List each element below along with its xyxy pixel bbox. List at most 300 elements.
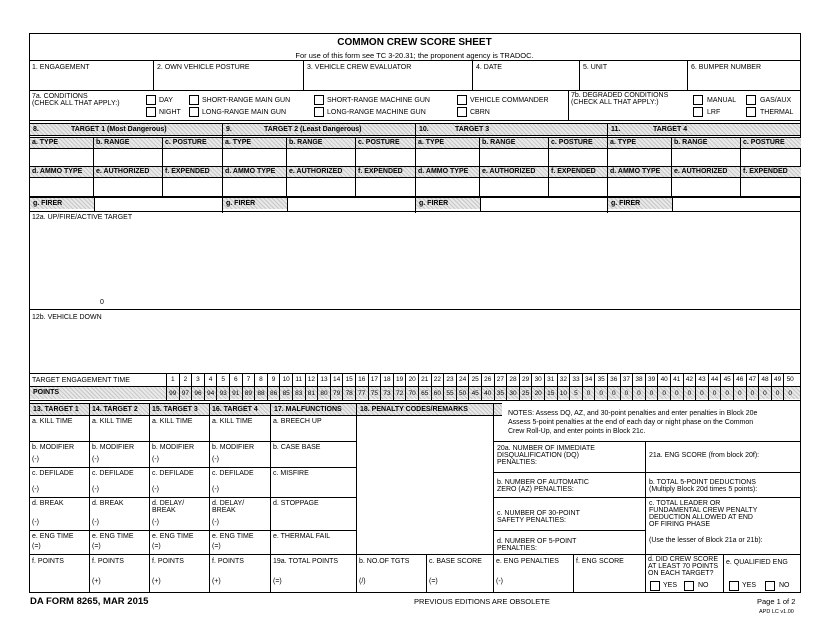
time-cell: 17: [370, 376, 378, 383]
target1-sym-2: (-): [32, 486, 39, 493]
time-cell: 4: [208, 376, 213, 383]
target2-sym-2: (-): [92, 486, 99, 493]
target1-eng-field[interactable]: [30, 540, 88, 552]
target-2-firer-field[interactable]: [288, 198, 413, 210]
vehicle-down-label: 12b. VEHICLE DOWN: [32, 314, 102, 321]
time-cell: 32: [559, 376, 567, 383]
malfunction-breech-field[interactable]: [271, 425, 355, 439]
time-cell: 48: [761, 376, 769, 383]
target2-eng-field[interactable]: [90, 540, 148, 552]
target-3-firer-label: g. FIRER: [419, 200, 449, 207]
target-3-ammo-header: d. AMMO TYPE: [418, 168, 469, 175]
target1-brk-label: d. BREAK: [32, 500, 64, 507]
target-3-type-header: a. TYPE: [418, 139, 445, 146]
target-4-firer-field[interactable]: [673, 198, 799, 210]
target-4-ammo-header: d. AMMO TYPE: [610, 168, 661, 175]
points-cell: 72: [395, 390, 404, 397]
srmac-label: SHORT-RANGE MACHINE GUN: [327, 97, 430, 104]
notes-line2: Assess 5-point penalties at the end of each day or night phase on the Common: [508, 419, 754, 426]
form-title: COMMON CREW SCORE SHEET: [337, 37, 492, 48]
malfunction-misfire-field[interactable]: [271, 477, 355, 495]
totals-tgts-label-5: b. NO.OF TGTS: [359, 558, 410, 565]
time-cell: 42: [685, 376, 693, 383]
totals-field-8[interactable]: [574, 567, 644, 591]
points-cell: 81: [307, 390, 315, 397]
target-2-range-field[interactable]: [287, 149, 354, 165]
target-2-posture-header: c. POSTURE: [358, 139, 400, 146]
target4-delay-field[interactable]: [210, 507, 269, 528]
target-4-exp-field[interactable]: [741, 179, 800, 195]
totals-field-0[interactable]: [30, 567, 88, 591]
date-field[interactable]: [473, 73, 578, 89]
points-cell: 0: [763, 390, 767, 397]
target4-mod-field[interactable]: [210, 451, 269, 465]
qualified-no-label: NO: [779, 582, 790, 589]
time-cell: 8: [259, 376, 263, 383]
apd-version: APD LC v1.00: [759, 609, 794, 615]
target-4-range-field[interactable]: [672, 149, 739, 165]
totals-field-2[interactable]: [150, 567, 208, 591]
target2-kill-label: a. KILL TIME: [92, 418, 133, 425]
dq-label2: DISQUALIFICATION (DQ): [497, 452, 579, 459]
time-cell: 34: [584, 376, 593, 383]
target1-kill-label: a. KILL TIME: [32, 418, 73, 425]
time-cell: 36: [610, 376, 618, 383]
notes-line3: Crew Roll-Up, and enter points in Block 21c.: [508, 428, 646, 435]
target-2-range-header: b. RANGE: [289, 139, 323, 146]
obsolete-notice: PREVIOUS EDITIONS ARE OBSOLETE: [414, 597, 550, 606]
points-cell: 45: [471, 390, 479, 397]
vehicle-down-field[interactable]: [30, 324, 800, 372]
crew-70-yes-label: YES: [663, 582, 678, 589]
unit-label: 5. UNIT: [583, 64, 608, 71]
target4-sym-2: (-): [212, 486, 219, 493]
target3-delay-field[interactable]: [150, 507, 208, 528]
form-subtitle: For use of this form see TC 3-20.31; the proponent agency is TRADOC.: [295, 51, 534, 60]
target-3-posture-field[interactable]: [549, 149, 606, 165]
lrmac-checkbox[interactable]: [314, 107, 324, 117]
lrmac-label: LONG-RANGE MACHINE GUN: [327, 109, 426, 116]
target-3-number: 10.: [419, 126, 429, 133]
target-1-title: TARGET 1 (Most Dangerous): [71, 126, 167, 133]
totals-pts-label-1: f. POINTS: [92, 558, 124, 565]
time-cell: 6: [233, 376, 238, 383]
posture-field[interactable]: [154, 73, 302, 89]
target3-sym-2: (-): [152, 486, 159, 493]
target-3-range-header: b. RANGE: [482, 139, 516, 146]
points-cell: 0: [775, 390, 780, 397]
target2-mod-label: b. MODIFIER: [92, 444, 135, 451]
target1-def-field[interactable]: [30, 477, 88, 495]
target-2-auth-field[interactable]: [287, 179, 354, 195]
target-1-type-header: a. TYPE: [32, 139, 59, 146]
evaluator-field[interactable]: [304, 73, 471, 89]
degraded-sublabel: (CHECK ALL THAT APPLY:): [571, 99, 659, 106]
target3-def-field[interactable]: [150, 477, 208, 495]
target-4-posture-field[interactable]: [741, 149, 800, 165]
time-cell: 49: [773, 376, 782, 383]
target-3-auth-header: e. AUTHORIZED: [482, 168, 536, 175]
points-cell: 0: [687, 390, 692, 397]
totals-field-5[interactable]: [357, 567, 425, 591]
time-cell: 50: [786, 376, 794, 383]
target-2-posture-field[interactable]: [356, 149, 414, 165]
target-4-number: 11.: [611, 126, 621, 133]
target3-mod-field[interactable]: [150, 451, 208, 465]
time-cell: 15: [345, 376, 353, 383]
time-cell: 41: [673, 376, 681, 383]
totals-field-1[interactable]: [90, 567, 148, 591]
points-cell: 5: [574, 390, 578, 397]
target-1-range-header: b. RANGE: [96, 139, 130, 146]
safety-label2: SAFETY PENALTIES:: [497, 517, 566, 524]
points-cell: 0: [712, 390, 717, 397]
gas-checkbox[interactable]: [746, 95, 756, 105]
target-2-exp-field[interactable]: [356, 179, 414, 195]
target-3-auth-field[interactable]: [480, 179, 547, 195]
points-cell: 65: [421, 390, 429, 397]
points-cell: 99: [169, 390, 177, 397]
crew-70-label1: d. DID CREW SCORE: [648, 556, 719, 563]
target-2-type-header: a. TYPE: [225, 139, 252, 146]
target-1-ammo-header: d. AMMO TYPE: [32, 168, 83, 175]
target-4-type-field[interactable]: [608, 149, 670, 165]
time-cell: 22: [433, 376, 441, 383]
target-1-posture-field[interactable]: [163, 149, 221, 165]
malfunctions-header: 17. MALFUNCTIONS: [274, 406, 342, 413]
target2-def-field[interactable]: [90, 477, 148, 495]
malfunction-casebase-field[interactable]: [271, 451, 355, 465]
time-cell: 27: [496, 376, 504, 383]
points-cell: 0: [637, 390, 641, 397]
cbrn-checkbox[interactable]: [457, 107, 467, 117]
manual-checkbox[interactable]: [693, 95, 703, 105]
qualified-eng-label: e. QUALIFIED ENG: [726, 559, 788, 566]
points-cell: 20: [534, 390, 542, 397]
target-3-exp-field[interactable]: [549, 179, 606, 195]
points-cell: 80: [320, 390, 328, 397]
malfunction-thermal-field[interactable]: [271, 540, 355, 552]
target3-sym-4: (=): [152, 543, 161, 550]
engagement-time-label: TARGET ENGAGEMENT TIME: [32, 377, 130, 384]
manual-label: MANUAL: [707, 97, 737, 104]
time-cell: 38: [635, 376, 643, 383]
target-4-auth-field[interactable]: [672, 179, 739, 195]
target4-eng-field[interactable]: [210, 540, 269, 552]
points-cell: 0: [788, 390, 792, 397]
target-4-exp-header: f. EXPENDED: [743, 168, 788, 175]
points-cell: 0: [624, 390, 629, 397]
qualified-yes-label: YES: [742, 582, 757, 589]
points-cell: 70: [408, 390, 416, 397]
target1-eng-label: e. ENG TIME: [32, 533, 74, 540]
points-cell: 86: [269, 390, 278, 397]
night-checkbox[interactable]: [146, 107, 156, 117]
totals-sym-3: (+): [212, 578, 221, 585]
target3-kill-label: a. KILL TIME: [152, 418, 193, 425]
totals-pts-label-2: f. POINTS: [152, 558, 184, 565]
totals-sym-1: (+): [92, 578, 101, 585]
points-cell: 85: [282, 390, 290, 397]
totals-sym-5: (/): [359, 578, 366, 585]
points-cell: 89: [244, 390, 252, 397]
time-cell: 35: [597, 376, 605, 383]
leader-penalty-label1: c. TOTAL LEADER OR: [649, 500, 721, 507]
points-cell: 60: [433, 390, 441, 397]
target3-def-label: c. DEFILADE: [152, 470, 194, 477]
points-cell: 73: [383, 390, 391, 397]
time-cell: 19: [395, 376, 404, 383]
target4-sym-3: (-): [212, 519, 219, 526]
target2-mod-field[interactable]: [90, 451, 148, 465]
target4-mod-label: b. MODIFIER: [212, 444, 255, 451]
time-cell: 40: [660, 376, 668, 383]
five-point-deduction-label2: (Multiply Block 20d times 5 points):: [649, 486, 758, 493]
totals-sym-4: (=): [273, 578, 282, 585]
points-cell: 96: [194, 390, 202, 397]
target-4-auth-header: e. AUTHORIZED: [674, 168, 728, 175]
engagement-field[interactable]: [30, 73, 152, 89]
target-3-posture-header: c. POSTURE: [551, 139, 593, 146]
target3-sym-3: (-): [152, 519, 159, 526]
target2-kill-field[interactable]: [90, 425, 148, 439]
target-1-exp-field[interactable]: [163, 179, 221, 195]
target3-sym-1: (-): [152, 456, 159, 463]
target-2-firer-label: g. FIRER: [226, 200, 256, 207]
time-cell: 2: [183, 376, 188, 383]
target-1-type-field[interactable]: [30, 149, 92, 165]
points-cell: 35: [496, 390, 504, 397]
time-cell: 47: [748, 376, 756, 383]
target3-kill-field[interactable]: [150, 425, 208, 439]
points-label: POINTS: [33, 389, 60, 396]
target4-delay-label: d. DELAY/: [212, 500, 245, 507]
target3-eng-field[interactable]: [150, 540, 208, 552]
time-cell: 10: [282, 376, 290, 383]
leader-penalty-label5: (Use the lesser of Block 21a or 21b):: [649, 537, 763, 544]
lrmg-checkbox[interactable]: [189, 107, 199, 117]
points-cell: 94: [206, 390, 215, 397]
target-4-posture-header: c. POSTURE: [743, 139, 785, 146]
target4-kill-label: a. KILL TIME: [212, 418, 253, 425]
points-cell: 79: [332, 390, 341, 397]
target-4-title: TARGET 4: [653, 126, 688, 133]
target-4-ammo-field[interactable]: [608, 179, 670, 195]
target3-break-label2: BREAK: [152, 507, 176, 514]
target2-col-header: 14. TARGET 2: [92, 406, 138, 413]
totals-engpen-label-7: e. ENG PENALTIES: [496, 558, 559, 565]
time-cell: 1: [170, 376, 175, 383]
target2-brk-field[interactable]: [90, 507, 148, 528]
vc-checkbox[interactable]: [457, 95, 467, 105]
malfunction-thermal-label: e. THERMAL FAIL: [273, 533, 331, 540]
srmg-checkbox[interactable]: [189, 95, 199, 105]
points-cell: 75: [370, 390, 378, 397]
five-point-label1: d. NUMBER OF 5-POINT: [497, 538, 577, 545]
target-1-range-field[interactable]: [94, 149, 161, 165]
az-label1: b. NUMBER OF AUTOMATIC: [497, 479, 589, 486]
totals-pts-label-0: f. POINTS: [32, 558, 64, 565]
time-cell: 7: [246, 376, 251, 383]
totals-base-label-6: c. BASE SCORE: [429, 558, 482, 565]
target4-kill-field[interactable]: [210, 425, 269, 439]
eng-score-from-label: 21a. ENG SCORE (from block 20f):: [649, 452, 760, 459]
totals-field-7[interactable]: [494, 567, 572, 591]
evaluator-label: 3. VEHICLE CREW EVALUATOR: [307, 64, 412, 71]
page-number: Page 1 of 2: [757, 597, 796, 606]
gas-label: GAS/AUX: [760, 97, 792, 104]
target-2-title: TARGET 2 (Least Dangerous): [264, 126, 362, 133]
points-cell: 0: [599, 390, 603, 397]
crew-70-no-checkbox[interactable]: [684, 581, 694, 591]
target4-def-label: c. DEFILADE: [212, 470, 254, 477]
target-3-title: TARGET 3: [455, 126, 490, 133]
time-cell: 11: [295, 376, 303, 383]
target-1-number: 8.: [33, 126, 39, 133]
target-1-auth-header: e. AUTHORIZED: [96, 168, 150, 175]
thermal-label: THERMAL: [760, 109, 794, 116]
time-cell: 3: [196, 376, 200, 383]
points-cell: 30: [509, 390, 517, 397]
target2-eng-label: e. ENG TIME: [92, 533, 134, 540]
time-cell: 46: [736, 376, 744, 383]
target4-sym-1: (-): [212, 456, 219, 463]
malfunction-stoppage-field[interactable]: [271, 507, 355, 528]
target2-sym-1: (-): [92, 456, 99, 463]
lrf-label: LRF: [707, 109, 721, 116]
totals-pts-label-3: f. POINTS: [212, 558, 244, 565]
crew-70-label3: ON EACH TARGET?: [648, 570, 714, 577]
points-cell: 0: [674, 390, 679, 397]
target-3-firer-field[interactable]: [481, 198, 605, 210]
target4-def-field[interactable]: [210, 477, 269, 495]
target-1-exp-header: f. EXPENDED: [165, 168, 210, 175]
time-cell: 20: [408, 376, 416, 383]
malfunction-casebase-label: b. CASE BASE: [273, 444, 321, 451]
thermal-checkbox[interactable]: [746, 107, 756, 117]
posture-label: 2. OWN VEHICLE POSTURE: [157, 64, 250, 71]
target3-delay-label: d. DELAY/: [152, 500, 185, 507]
time-cell: 16: [358, 376, 366, 383]
crew-70-label2: AT LEAST 70 POINTS: [648, 563, 719, 570]
target-3-range-field[interactable]: [480, 149, 547, 165]
form-number: DA FORM 8265, MAR 2015: [30, 596, 149, 607]
crew-70-no-label: NO: [698, 582, 709, 589]
time-cell: 13: [320, 376, 328, 383]
day-checkbox[interactable]: [146, 95, 156, 105]
srmac-checkbox[interactable]: [314, 95, 324, 105]
up-fire-active-field[interactable]: [30, 224, 800, 308]
day-label: DAY: [159, 97, 173, 104]
malfunction-breech-label: a. BREECH UP: [273, 418, 322, 425]
target-1-firer-field[interactable]: [95, 198, 220, 210]
target-1-posture-header: c. POSTURE: [165, 139, 207, 146]
target-3-ammo-field[interactable]: [416, 179, 478, 195]
conditions-label: 7a. CONDITIONS: [32, 93, 88, 100]
dq-label1: 20a. NUMBER OF IMMEDIATE: [497, 445, 595, 452]
target1-mod-field[interactable]: [30, 451, 88, 465]
qualified-yes-checkbox[interactable]: [729, 581, 739, 591]
target1-kill-field[interactable]: [30, 425, 88, 439]
target2-sym-4: (=): [92, 543, 101, 550]
points-cell: 50: [458, 390, 467, 397]
points-cell: 0: [750, 390, 755, 397]
crew-70-yes-checkbox[interactable]: [650, 581, 660, 591]
points-cell: 0: [649, 390, 654, 397]
totals-engscore-label-8: f. ENG SCORE: [576, 558, 624, 565]
target4-sym-4: (=): [212, 543, 221, 550]
penalty-codes-field[interactable]: [357, 416, 492, 553]
time-cell: 26: [484, 376, 492, 383]
time-cell: 45: [723, 376, 731, 383]
target-1-auth-field[interactable]: [94, 179, 161, 195]
date-label: 4. DATE: [476, 64, 502, 71]
target-2-ammo-header: d. AMMO TYPE: [225, 168, 276, 175]
az-label2: ZERO (AZ) PENALTIES:: [497, 486, 574, 493]
target2-brk-label: d. BREAK: [92, 500, 124, 507]
points-cell: 10: [559, 390, 567, 397]
lrf-checkbox[interactable]: [693, 107, 703, 117]
target-1-ammo-field[interactable]: [30, 179, 92, 195]
time-cell: 39: [647, 376, 656, 383]
time-cell: 5: [221, 376, 225, 383]
time-cell: 29: [521, 376, 530, 383]
target1-mod-label: b. MODIFIER: [32, 444, 75, 451]
unit-field[interactable]: [580, 73, 686, 89]
target3-mod-label: b. MODIFIER: [152, 444, 195, 451]
points-cell: 91: [232, 390, 240, 397]
target4-break-label2: BREAK: [212, 507, 236, 514]
time-cell: 44: [710, 376, 719, 383]
target-3-type-field[interactable]: [416, 149, 478, 165]
target1-brk-field[interactable]: [30, 507, 88, 528]
lrmg-label: LONG-RANGE MAIN GUN: [202, 109, 287, 116]
bumper-label: 6. BUMPER NUMBER: [691, 64, 762, 71]
target-4-type-header: a. TYPE: [610, 139, 637, 146]
time-cell: 43: [698, 376, 706, 383]
target2-sym-3: (-): [92, 519, 99, 526]
leader-penalty-label2: FUNDAMENTAL CREW PENALTY: [649, 507, 758, 514]
degraded-label: 7b. DEGRADED CONDITIONS: [571, 92, 669, 99]
target-2-ammo-field[interactable]: [223, 179, 285, 195]
bumper-field[interactable]: [688, 73, 800, 89]
points-cell: 0: [737, 390, 742, 397]
srmg-label: SHORT-RANGE MAIN GUN: [202, 97, 291, 104]
totals-field-6[interactable]: [427, 567, 492, 591]
points-cell: 83: [295, 390, 303, 397]
target4-col-header: 16. TARGET 4: [212, 406, 258, 413]
points-cell: 77: [358, 390, 366, 397]
points-cell: 55: [446, 390, 454, 397]
points-cell: 0: [725, 390, 729, 397]
safety-label1: c. NUMBER OF 30-POINT: [497, 510, 580, 517]
target-2-type-field[interactable]: [223, 149, 285, 165]
totals-field-4[interactable]: [271, 567, 355, 591]
qualified-no-checkbox[interactable]: [765, 581, 775, 591]
time-cell: 31: [547, 376, 555, 383]
points-cell: 88: [257, 390, 265, 397]
points-cell: 78: [345, 390, 353, 397]
points-cell: 0: [662, 390, 666, 397]
time-cell: 37: [622, 376, 630, 383]
target-2-auth-header: e. AUTHORIZED: [289, 168, 343, 175]
target1-sym-4: (=): [32, 543, 41, 550]
time-cell: 14: [332, 376, 341, 383]
time-cell: 33: [572, 376, 580, 383]
totals-field-3[interactable]: [210, 567, 269, 591]
target-4-range-header: b. RANGE: [674, 139, 708, 146]
target-4-firer-label: g. FIRER: [611, 200, 641, 207]
